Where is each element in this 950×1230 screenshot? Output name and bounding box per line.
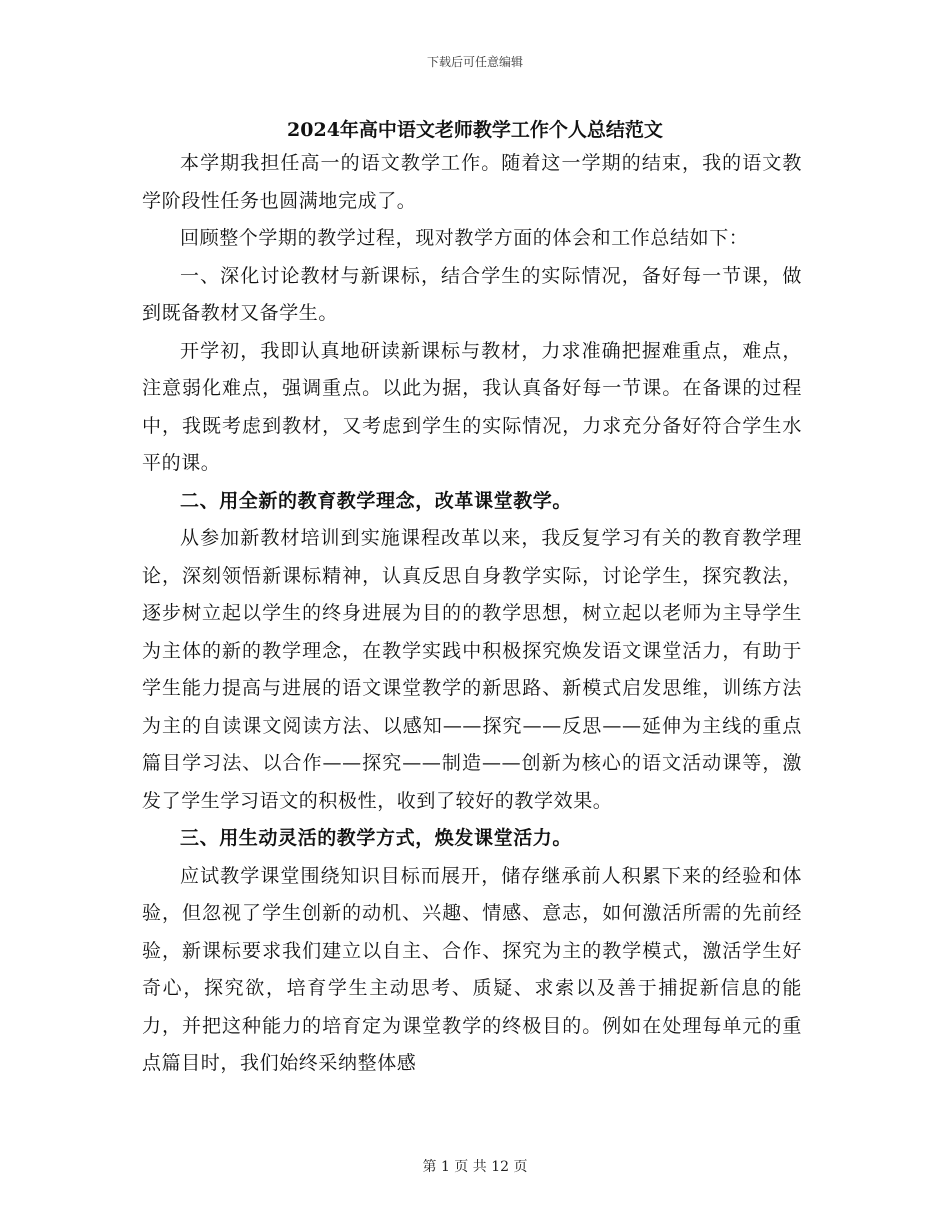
- page-number: 第 1 页 共 12 页: [422, 1159, 528, 1175]
- paragraph-review: 回顾整个学期的教学过程，现对教学方面的体会和工作总结如下：: [180, 227, 749, 249]
- paragraph-intro: 本学期我担任高一的语文教学工作。随着这一学期的结束，我的语文教学阶段性任务也圆满地完成了。: [142, 152, 802, 212]
- section-heading-2: 二、用全新的教育教学理念，改革课堂教学。: [180, 489, 573, 512]
- document-title: 2024年高中语文老师教学工作个人总结范文: [287, 119, 663, 141]
- paragraph-section-3: 应试教学课堂围绕知识目标而展开，储存继承前人积累下来的经验和体验，但忽视了学生创新的动机、兴趣、情感、意志，如何激活所需的先前经验，新课标要求我们建立以自主、合作、探究为主的教学模式，激活学生好奇心，探究欲，培育学生主动思考、质疑、求索以及善于捕捉新信息的能力，并把这种能力的培育定为课堂教学的终极目的。例如在处理每单元的重点篇目时，我们始终采纳整体感: [142, 864, 802, 1074]
- document-body: [142, 145, 802, 1083]
- header-note: 下载后可任意编辑: [426, 55, 523, 69]
- section-heading-1: 一、深化讨论教材与新课标，结合学生的实际情况，备好每一节课，做到既备教材又备学生。: [142, 264, 802, 324]
- paragraph-section-1: 开学初，我即认真地研读新课标与教材，力求准确把握难重点，难点，注意弱化难点，强调重点。以此为据，我认真备好每一节课。在备课的过程中，我既考虑到教材，又考虑到学生的实际情况，力求充分备好符合学生水平的课。: [142, 339, 802, 474]
- section-heading-3: 三、用生动灵活的教学方式，焕发课堂活力。: [180, 827, 573, 849]
- paragraph-section-2: 从参加新教材培训到实施课程改革以来，我反复学习有关的教育教学理论，深刻领悟新课标精神，认真反思自身教学实际，讨论学生，探究教法，逐步树立起以学生的终身进展为目的的教学思想，树立起以老师为主导学生为主体的新的教学理念，在教学实践中积极探究焕发语文课堂活力，有助于学生能力提高与进展的语文课堂教学的新思路、新模式启发思维，训练方法为主的自读课文阅读方法、以感知——探究——反思——延伸为主线的重点篇目学习法、以合作——探究——制造——创新为核心的语文活动课等，激发了学生学习语文的积极性，收到了较好的教学效果。: [142, 527, 802, 812]
